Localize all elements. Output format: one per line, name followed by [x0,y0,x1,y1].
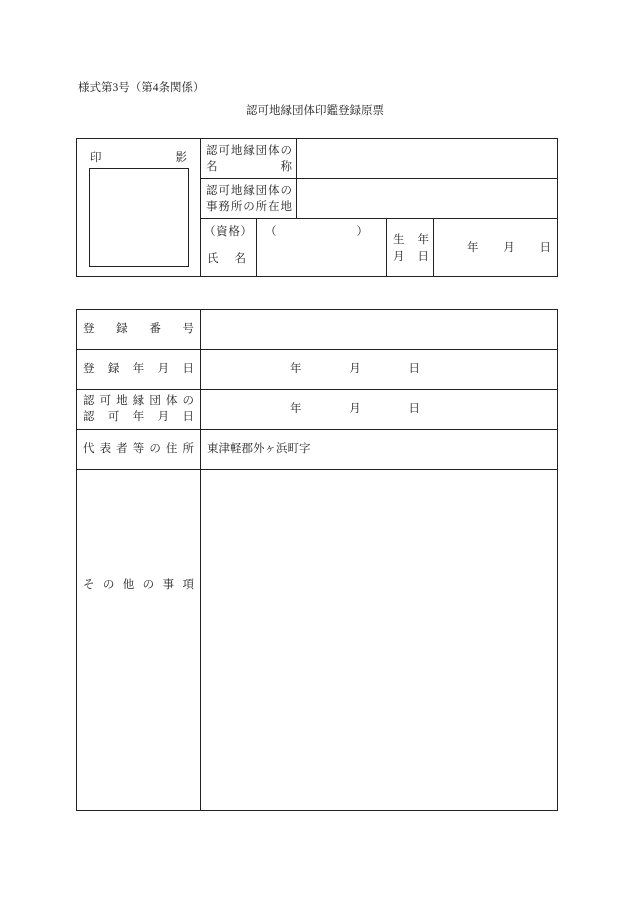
birthdate-value-cell [433,218,558,277]
representative-address-value-cell [200,429,558,470]
registration-number-value-cell [200,309,558,350]
seal-impression-cell [76,138,201,277]
name-label: 氏 名 [207,253,246,265]
birthdate-label-line2: 月 日 [393,251,429,263]
registration-date-value: 年 月 日 [290,363,420,375]
registration-date-value-cell [200,349,558,390]
birthdate-label-cell [386,218,434,277]
group-name-label-line2: 名 称 [206,161,292,173]
seal-impression-box [89,168,189,267]
qualification-name-value-cell [256,218,387,277]
office-address-value-cell [296,178,558,219]
office-address-label-line1: 認 可 地 縁 団 体 の [206,185,292,197]
group-name-label-line1: 認 可 地 縁 団 体 の [206,145,292,157]
qualification-label: （ 資 格 ） [204,226,252,238]
representative-address-value: 東津軽郡外ヶ浜町字 [207,443,311,455]
qualification-name-label-cell [200,218,257,277]
group-name-label-cell [200,138,297,179]
registration-date-label: 登 録 年 月 日 [83,363,194,375]
office-address-label-cell [200,178,297,219]
approval-date-value: 年 月 日 [290,403,420,415]
approval-date-value-cell [200,389,558,430]
qualification-brackets: （ ） [265,226,368,238]
representative-address-label-cell [76,429,201,470]
registration-number-label-cell [76,309,201,350]
group-name-value-cell [296,138,558,179]
representative-address-label: 代 表 者 等 の 住 所 [83,443,194,455]
birthdate-value: 年 月 日 [467,242,551,254]
seal-impression-label: 印 影 [90,152,187,164]
other-matters-label: そ の 他 の 事 項 [83,579,194,591]
other-matters-value-cell [200,469,558,811]
approval-date-label-line1: 認 可 地 縁 団 体 の [83,395,194,407]
office-address-label-line2: 事 務 所 の 所 在 地 [206,201,292,213]
registration-date-label-cell [76,349,201,390]
other-matters-label-cell [76,469,201,811]
birthdate-label-line1: 生 年 [393,234,429,246]
form-number: 様式第3号（第4条関係） [78,82,205,94]
form-title: 認可地縁団体印鑑登録原票 [246,105,384,117]
approval-date-label-line2: 認 可 年 月 日 [83,411,194,423]
registration-number-label: 登 録 番 号 [83,323,194,335]
approval-date-label-cell [76,389,201,430]
